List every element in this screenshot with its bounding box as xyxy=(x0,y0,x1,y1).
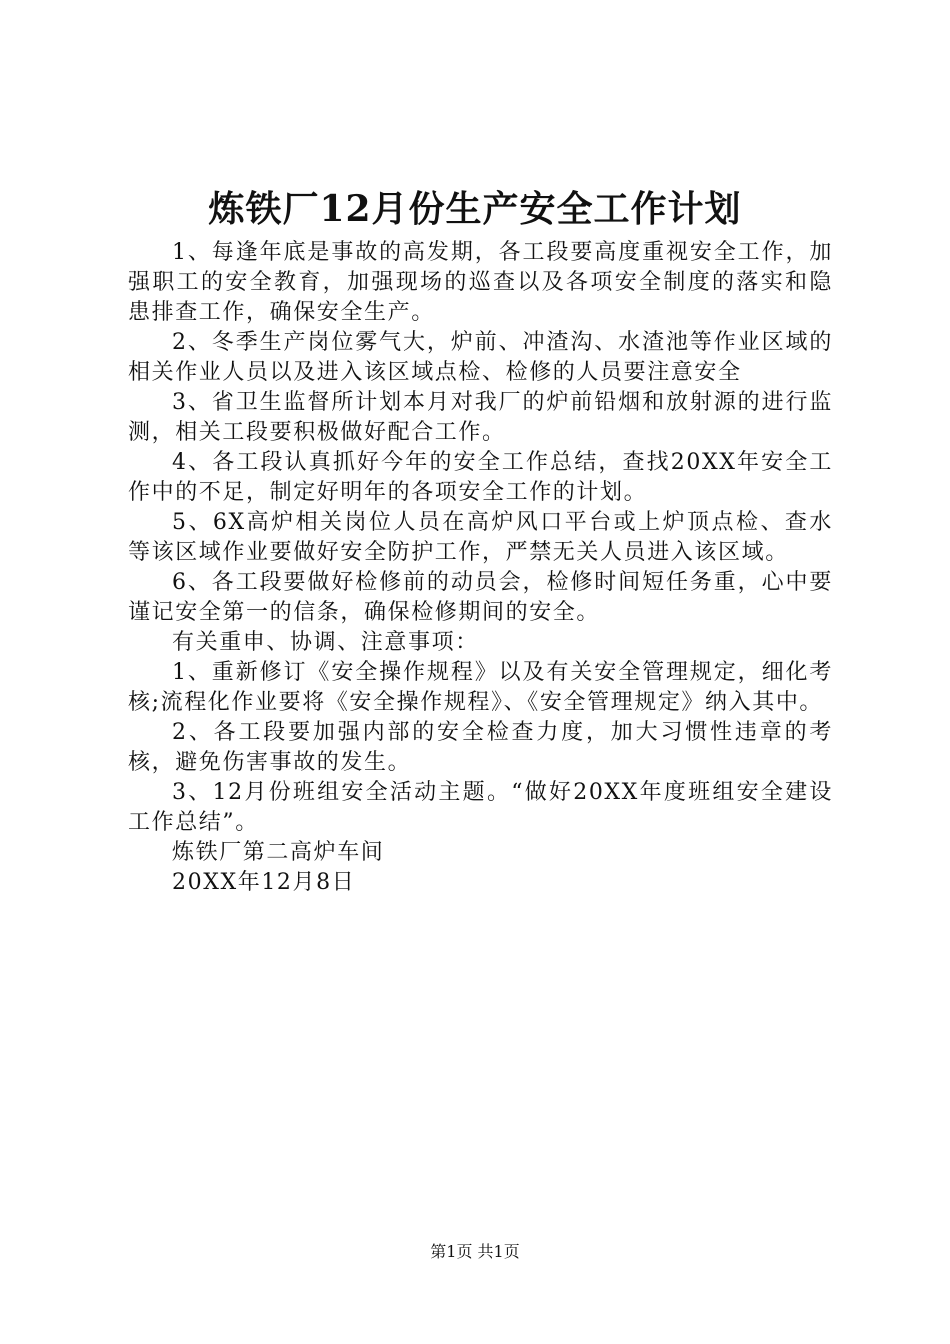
note-item-3: 3、12月份班组安全活动主题。“做好20XX年度班组安全建设工作总结”。 xyxy=(128,780,833,835)
paragraph-item-3: 3、省卫生监督所计划本月对我厂的炉前铅烟和放射源的进行监测，相关工段要积极做好配合工作。 xyxy=(128,390,833,445)
paragraph-item-5: 5、6X高炉相关岗位人员在高炉风口平台或上炉顶点检、查水等该区域作业要做好安全防护工作，严禁无关人员进入该区域。 xyxy=(128,510,833,565)
paragraph-item-2: 2、冬季生产岗位雾气大，炉前、冲渣沟、水渣池等作业区域的相关作业人员以及进入该区域点检、检修的人员要注意安全 xyxy=(128,330,833,385)
notes-heading: 有关重申、协调、注意事项： xyxy=(172,630,479,655)
paragraph-item-4: 4、各工段认真抓好今年的安全工作总结，查找20XX年安全工作中的不足，制定好明年的各项安全工作的计划。 xyxy=(128,450,833,505)
document-title: 炼铁厂12月份生产安全工作计划 xyxy=(208,188,742,230)
signature-department: 炼铁厂第二高炉车间 xyxy=(172,840,385,865)
page-number-footer: 第1页 共1页 xyxy=(430,1242,520,1261)
paragraph-item-6: 6、各工段要做好检修前的动员会，检修时间短任务重，心中要谨记安全第一的信条，确保检修期间的安全。 xyxy=(128,570,833,625)
note-item-2: 2、各工段要加强内部的安全检查力度，加大习惯性违章的考核，避免伤害事故的发生。 xyxy=(128,720,833,775)
note-item-1: 1、重新修订《安全操作规程》以及有关安全管理规定，细化考核;流程化作业要将《安全操作规程》、《安全管理规定》纳入其中。 xyxy=(128,660,833,715)
paragraph-item-1: 1、每逢年底是事故的高发期，各工段要高度重视安全工作，加强职工的安全教育，加强现场的巡查以及各项安全制度的落实和隐患排查工作，确保安全生产。 xyxy=(128,240,833,325)
signature-date: 20XX年12月8日 xyxy=(172,870,356,895)
document-body xyxy=(128,238,833,898)
